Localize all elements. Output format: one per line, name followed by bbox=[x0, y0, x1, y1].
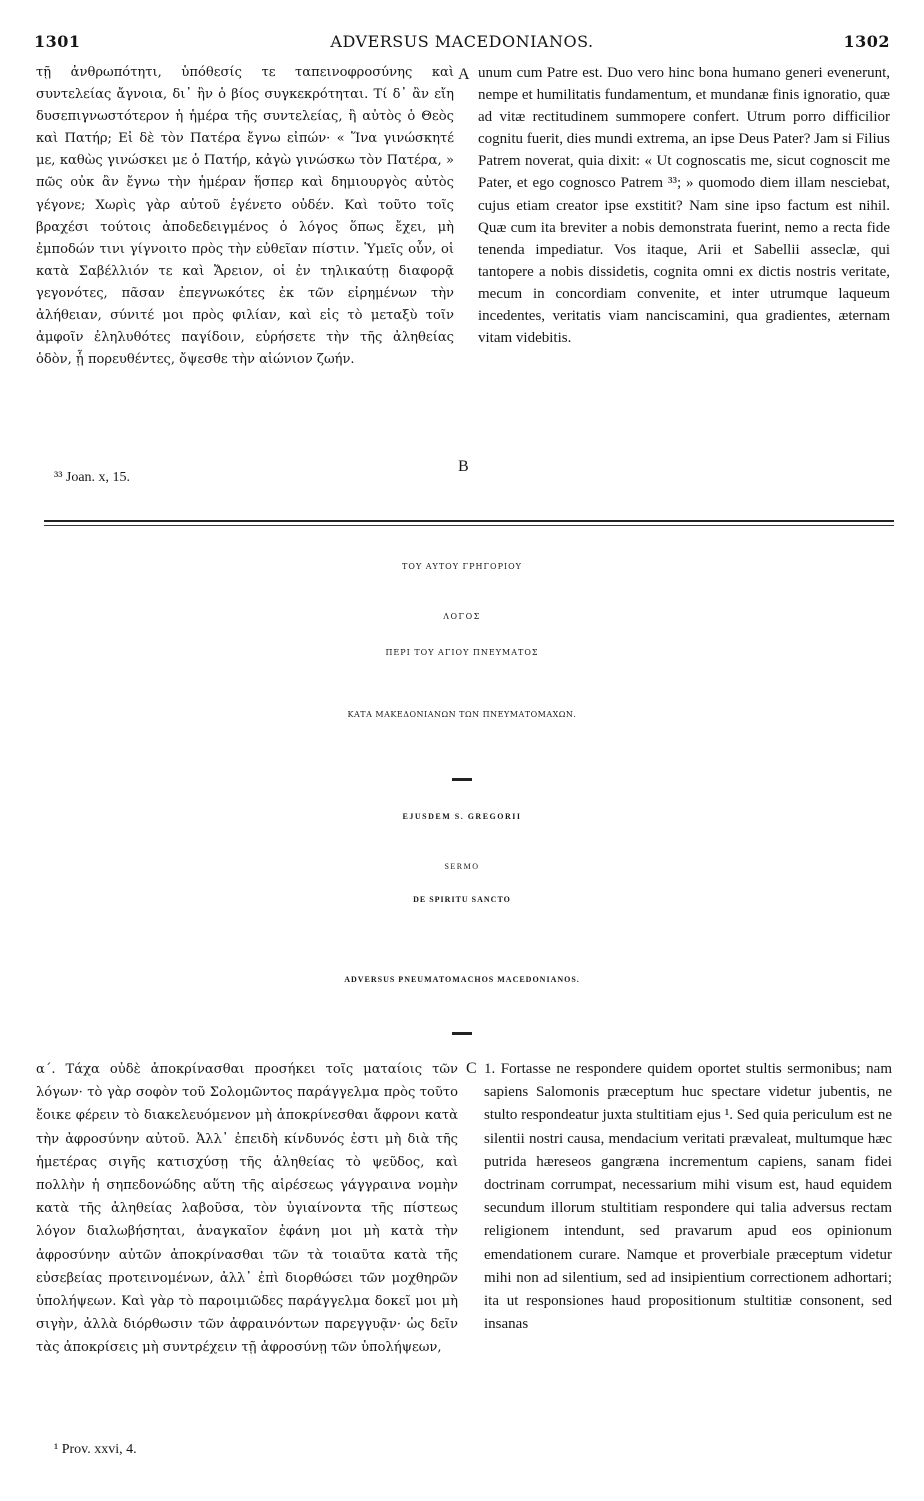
greek-subtitle: ΚΑΤΑ ΜΑΚΕΔΟΝΙΑΝΩΝ ΤΩΝ ΠΝΕΥΜΑΤΟΜΑΧΩΝ. bbox=[347, 710, 577, 719]
footnote-top: ³³ Joan. x, 15. bbox=[54, 470, 131, 485]
running-title: ADVERSUS MACEDONIANOS. bbox=[330, 32, 594, 51]
marginal-letter-c: C bbox=[466, 1060, 477, 1077]
section-divider bbox=[44, 520, 894, 522]
footnote-bottom: ¹ Prov. xxvi, 4. bbox=[54, 1442, 137, 1457]
running-head bbox=[34, 32, 890, 58]
title-dash-2 bbox=[452, 1032, 472, 1035]
greek-column-bottom bbox=[36, 1058, 458, 1360]
latin-author-heading: EJUSDEM S. GREGORII bbox=[402, 812, 522, 821]
greek-author-heading: ΤΟΥ ΑΥΤΟΥ ΓΡΗΓΟΡΙΟΥ bbox=[402, 562, 522, 571]
latin-paragraph-top: unum cum Patre est. Duo vero hinc bona humano generi evenerunt, nempe et humilitatis fundamentum, et mundanæ finis ignoratio, quæ ad vitæ rectitudinem summopere confert. Utrum porro difficilior cognitu fuerit, dies mundi extrema, an ipse Deus Pater? Jam si Filius Patrem noverat, quia dixit: « Ut cognoscatis me, sicut cognoscit me Pater, et ego cognosco Patrem ³³; » quomodo diem illam nesciebat, cujus etiam creator ipse exstitit? Nam sine ipso factum est nihil. Quæ cum ita breviter a nobis demonstrata fuerint, nemo a recta fide tenenda impediatur. Vos itaque, Arii et Sabellii asseclæ, qui tantopere a nobis dissidetis, cognita omni ex dictis nostris veritate, mecum in concordiam convenite, et inter utrumque laqueum incedentes, veritatis viam nanciscamini, qua gradientes, æternam vitam videbitis. bbox=[478, 65, 891, 347]
page-number-left: 1301 bbox=[34, 32, 81, 51]
title-dash bbox=[452, 778, 472, 781]
latin-column-bottom bbox=[484, 1058, 892, 1336]
latin-main-title: DE SPIRITU SANCTO bbox=[413, 895, 511, 904]
greek-logos-heading: ΛΟΓΟΣ bbox=[443, 612, 481, 621]
greek-main-title: ΠΕΡΙ ΤΟΥ ΑΓΙΟΥ ΠΝΕΥΜΑΤΟΣ bbox=[385, 648, 539, 657]
latin-column-top bbox=[478, 62, 890, 349]
page-number-right: 1302 bbox=[843, 32, 890, 51]
greek-paragraph-bottom: α΄. Τάχα οὐδὲ ἀποκρίνασθαι προσήκει τοῖς ματαίοις τῶν λόγων· τὸ γὰρ σοφὸν τοῦ Σολομῶντος παράγγελμα πρὸς τοῦτο ἔοικε φέρειν τὸ διακελευόμενον μὴ ἀποκρίνεσθαι ἄφρονι κατὰ τὴν ἀφροσύνην αὐτοῦ. Ἀλλ᾽ ἐπειδὴ κίνδυνός ἐστι μὴ διὰ τῆς ἡμετέρας σιγῆς κατισχύσῃ τῆς ἀληθείας τὸ ψεῦδος, καὶ πολλὴν ἡ σηπεδονώδης αὕτη τῆς αἱρέσεως γάγγραινα νομὴν κατὰ τῆς ἀληθείας λαβοῦσα, τὸν ὑγιαίνοντα τῆς πίστεως λόγον διαλωβήσηται, ἀναγκαῖον ἐφάνη μοι μὴ κατὰ τὴν ἀφροσύνην αὐτῶν ἀποκρίνασθαι τῶν τὰ τοιαῦτα κατὰ τῆς εὐσεβείας προτεινομένων, ἀλλ᾽ ἐπὶ διορθώσει τῶν μοχθηρῶν ὑπολήψεων. Καὶ γὰρ τὸ παροιμιῶδες παράγγελμα δοκεῖ μοι μὴ σιγὴν, ἀλλὰ διόρθωσιν τῶν ἀφραινόντων παρεγγυᾷν· ὡς δεῖν τὰς ἀποκρίσεις μὴ συντρέχειν τῇ ἀφροσύνῃ τῶν ὑπολήψεων, bbox=[36, 1062, 458, 1356]
latin-sermo-heading: SERMO bbox=[444, 862, 480, 871]
latin-subtitle: ADVERSUS PNEUMATOMACHOS MACEDONIANOS. bbox=[344, 975, 580, 984]
section-divider-thin bbox=[44, 525, 894, 526]
marginal-letter-b: B bbox=[458, 458, 469, 475]
greek-paragraph-top: τῇ ἀνθρωπότητι, ὑπόθεσίς τε ταπεινοφροσύνης καὶ συντελείας ἄγνοια, δι᾽ ἣν ὁ βίος συγκεκρότηται. Τί δ᾽ ἂν εἴη δυσεπιγνωστότερον ἡ ἡμέρα τῆς συντελείας, ἢ αὐτὸς ὁ Θεὸς καὶ Πατήρ; Εἰ δὲ τὸν Πατέρα ἔγνω εἰπών· « Ἵνα γινώσκητέ με, καθὼς γινώσκει με ὁ Πατήρ, κἀγὼ γινώσκω τὸν Πατέρα, » πῶς οὐκ ἂν ἔγνω τὴν ἡμέραν ἥσπερ καὶ δημιουργὸς αὐτὸς γέγονε; Χωρὶς γὰρ αὐτοῦ ἐγένετο οὐδέν. Καὶ τοῦτο τοῖς βραχέσι τούτοις ἀποδεδειγμένος ὁ λόγος ὅπως ἔχει, μὴ ἐμποδών τινι γίγνοιτο πρὸς τὴν εὐθεῖαν πίστιν. Ὑμεῖς οὖν, οἱ κατὰ Σαβέλλιόν τε καὶ Ἄρειον, οἱ ἐν τηλικαύτῃ διαφορᾷ γεγονότες, πᾶσαν ἐπεγνωκότες ἐκ τῶν εἰρημένων τὴν ἀλήθειαν, σύνιτέ μοι πρὸς φιλίαν, καὶ εἰς τὸ μεταξὺ τοῖν ἀμφοῖν ἐληλυθότες παγίδοιν, εὑρήσετε τὴν τῆς ἀληθείας ὁδὸν, ᾗ πορευθέντες, ὄψεσθε τὴν αἰώνιον ζωήν. bbox=[36, 65, 454, 368]
greek-column-top bbox=[36, 62, 454, 371]
marginal-letter-a: A bbox=[458, 66, 470, 83]
latin-paragraph-bottom: 1. Fortasse ne respondere quidem oportet stultis sermonibus; nam sapiens Salomonis præceptum huc spectare videtur jubentis, ne stulto respondeatur juxta stultitiam ejus ¹. Sed quia periculum est ne silentii nostri causa, mendacium veritati prævaleat, multumque hæc putrida hæreseos gangræna incrementum capiens, sanam fidei doctrinam corrumpat, necessarium mihi visum est, haud equidem secundum illorum stultitiam respondere qui talia adversus rectam religionem intendunt, sed pravarum apud eos opinionum emendationem curare. Namque et proverbiale præceptum videtur mihi non ad silentium, sed ad insipientium correctionem adhortari; ita ut responsiones haud propositionum stultitiæ consonent, sed insanas bbox=[484, 1061, 892, 1333]
